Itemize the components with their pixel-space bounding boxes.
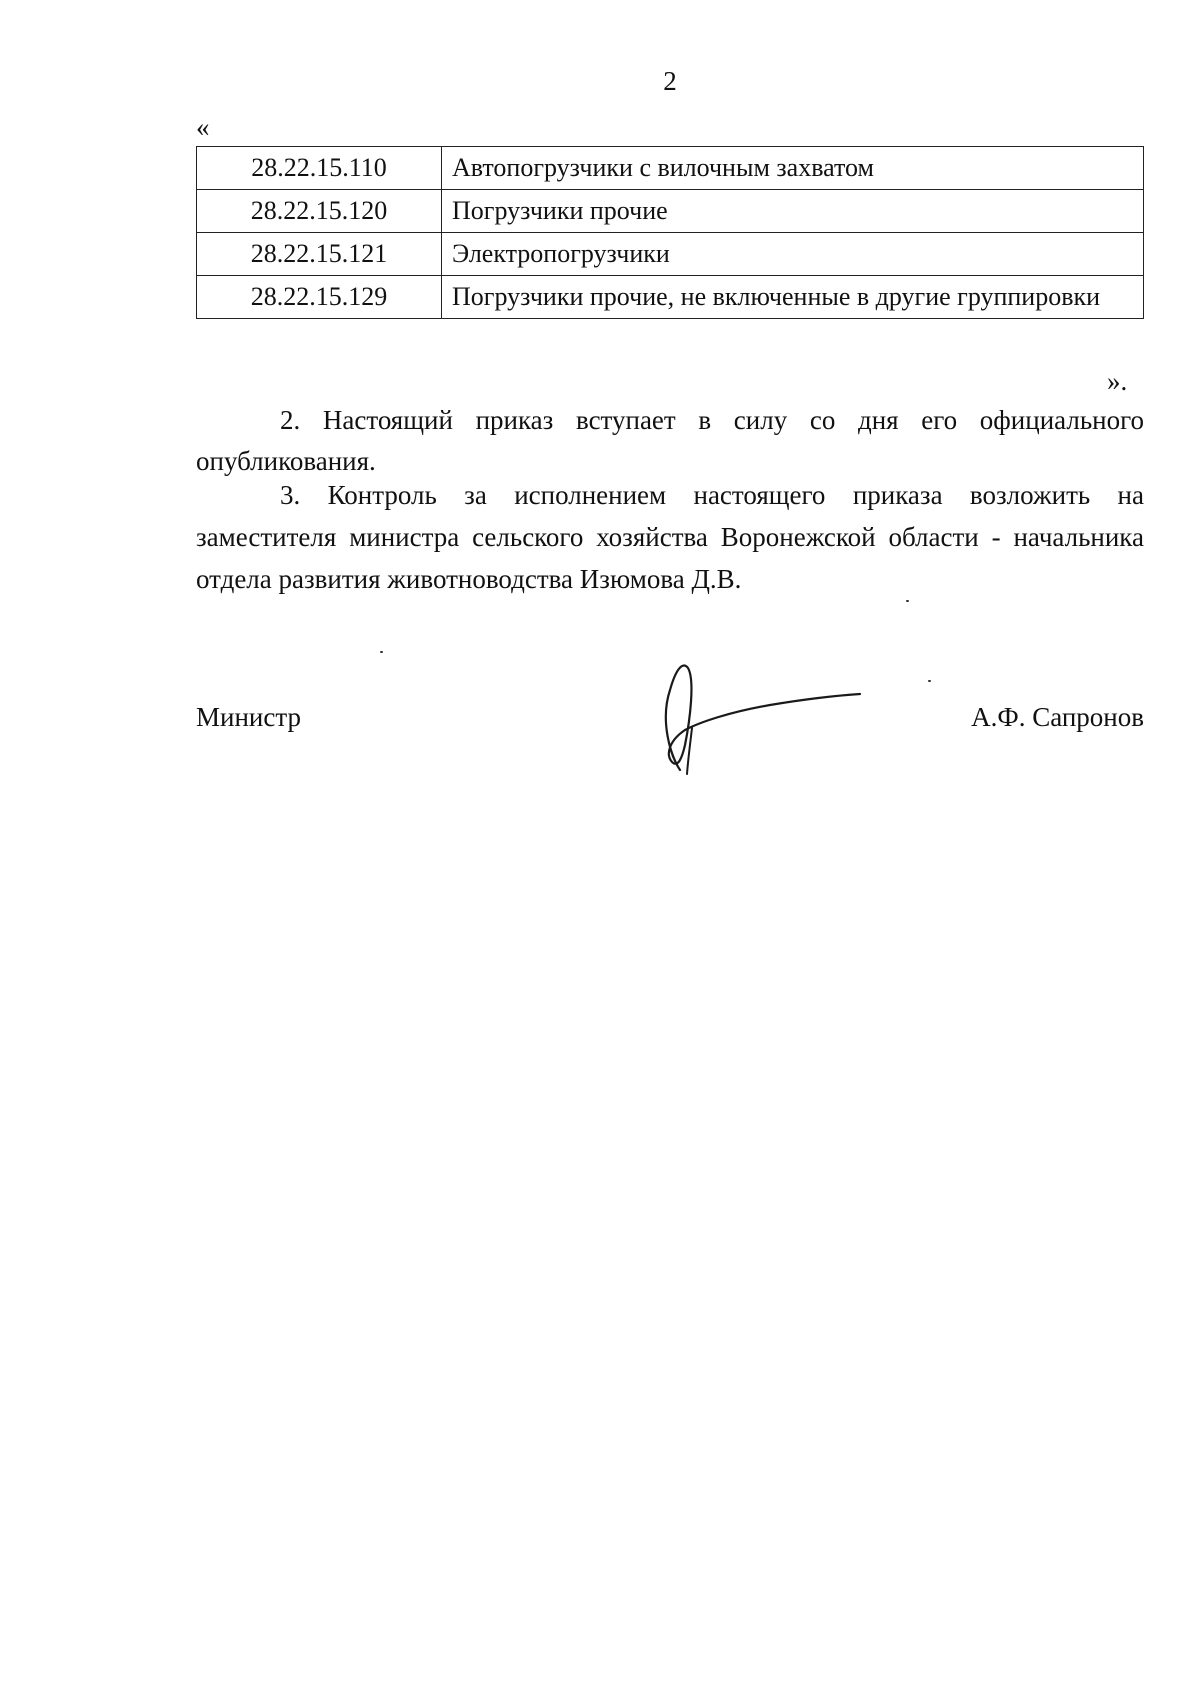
page-number: 2 xyxy=(663,66,677,96)
code-cell: 28.22.15.120 xyxy=(197,190,442,233)
scan-speck xyxy=(380,651,383,653)
opening-quote: « xyxy=(196,112,210,142)
name-cell: Погрузчики прочие, не включенные в другие группировки xyxy=(442,276,1144,319)
paragraph-control: 3. Контроль за исполнением настоящего приказа возложить на заместителя министра сельского хозяйства Воронежской области - начальника отдела развития животноводства Изюмова Д.В. xyxy=(196,480,1144,594)
scan-speck xyxy=(928,680,931,682)
name-cell: Автопогрузчики с вилочным захватом xyxy=(442,147,1144,190)
closing-quote: ». xyxy=(1107,366,1128,396)
name-cell: Погрузчики прочие xyxy=(442,190,1144,233)
signer-title: Министр xyxy=(196,702,301,732)
code-cell: 28.22.15.129 xyxy=(197,276,442,319)
paragraph-effective-date: 2. Настоящий приказ вступает в силу со дня его официального опубликования. xyxy=(196,405,1144,476)
name-cell: Электропогрузчики xyxy=(442,233,1144,276)
code-cell: 28.22.15.110 xyxy=(197,147,442,190)
signer-name: А.Ф. Сапронов xyxy=(971,702,1144,732)
table-row xyxy=(197,233,1144,276)
table-row xyxy=(197,276,1144,319)
table-row xyxy=(197,190,1144,233)
table-row xyxy=(197,147,1144,190)
codes-table xyxy=(196,146,1144,319)
scan-speck xyxy=(906,600,909,602)
handwritten-signature xyxy=(640,650,880,780)
code-cell: 28.22.15.121 xyxy=(197,233,442,276)
